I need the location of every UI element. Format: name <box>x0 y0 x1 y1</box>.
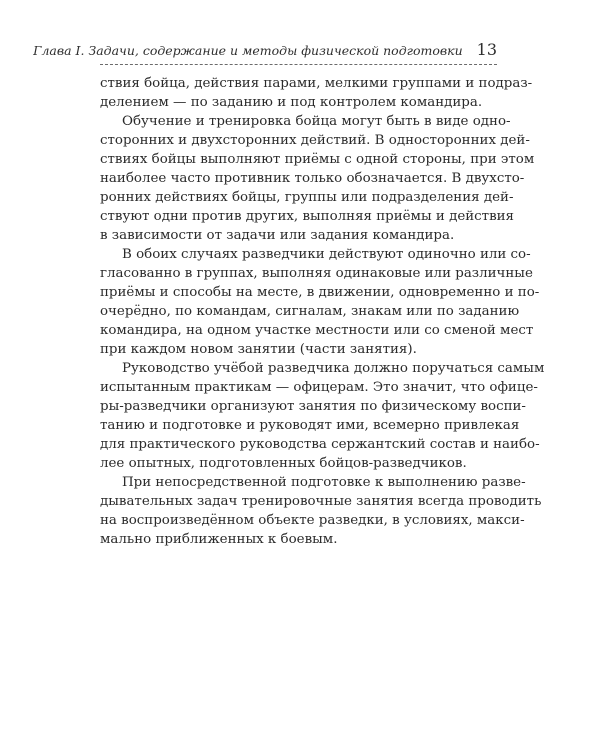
running-title: Глава I. Задачи, содержание и методы физической подготовки <box>33 43 463 58</box>
text-line: на воспроизведённом объекте разведки, в условиях, макси- <box>100 513 525 528</box>
header-rule <box>100 64 497 65</box>
text-line: для практического руководства сержантский состав и наибо- <box>100 437 540 452</box>
text-line: ствуют одни против других, выполняя приёмы и действия <box>100 209 514 224</box>
text-line: танию и подготовке и руководят ими, всемерно привлекая <box>100 418 520 433</box>
body-text <box>100 74 545 549</box>
paragraph-4 <box>100 359 545 473</box>
text-line: ры-разведчики организуют занятия по физическому воспи- <box>100 399 526 414</box>
text-line: Обучение и тренировка бойца могут быть в виде одно- <box>122 114 511 129</box>
running-header <box>33 40 497 62</box>
text-line: ствия бойца, действия парами, мелкими группами и подраз- <box>100 76 533 91</box>
text-line: сторонних и двухсторонних действий. В односторонних дей- <box>100 133 530 148</box>
text-line: ронних действиях бойцы, группы или подразделения дей- <box>100 190 514 205</box>
paragraph-3 <box>100 245 540 359</box>
text-line: приёмы и способы на месте, в движении, одновременно и по- <box>100 285 540 300</box>
paragraph-5 <box>100 473 542 549</box>
text-line: мально приближенных к боевым. <box>100 532 338 547</box>
text-line: при каждом новом занятии (части занятия). <box>100 342 417 357</box>
text-line: Руководство учёбой разведчика должно поручаться самым <box>122 361 545 376</box>
page-number: 13 <box>476 40 497 59</box>
text-line: ствиях бойцы выполняют приёмы с одной стороны, при этом <box>100 152 535 167</box>
text-line: в зависимости от задачи или задания командира. <box>100 228 455 243</box>
text-line: дывательных задач тренировочные занятия всегда проводить <box>100 494 542 509</box>
text-line: делением — по заданию и под контролем командира. <box>100 95 483 110</box>
text-line: гласованно в группах, выполняя одинаковые или различные <box>100 266 533 281</box>
paragraph-1 <box>100 74 533 112</box>
text-line: лее опытных, подготовленных бойцов-разведчиков. <box>100 456 467 471</box>
text-line: командира, на одном участке местности или со сменой мест <box>100 323 534 338</box>
text-line: наиболее часто противник только обозначается. В двухсто- <box>100 171 525 186</box>
paragraph-2 <box>100 112 535 245</box>
text-line: очерёдно, по командам, сигналам, знакам или по заданию <box>100 304 520 319</box>
text-line: В обоих случаях разведчики действуют одиночно или со- <box>122 247 531 262</box>
text-line: При непосредственной подготовке к выполнению разве- <box>122 475 526 490</box>
text-line: испытанным практикам — офицерам. Это значит, что офице- <box>100 380 538 395</box>
